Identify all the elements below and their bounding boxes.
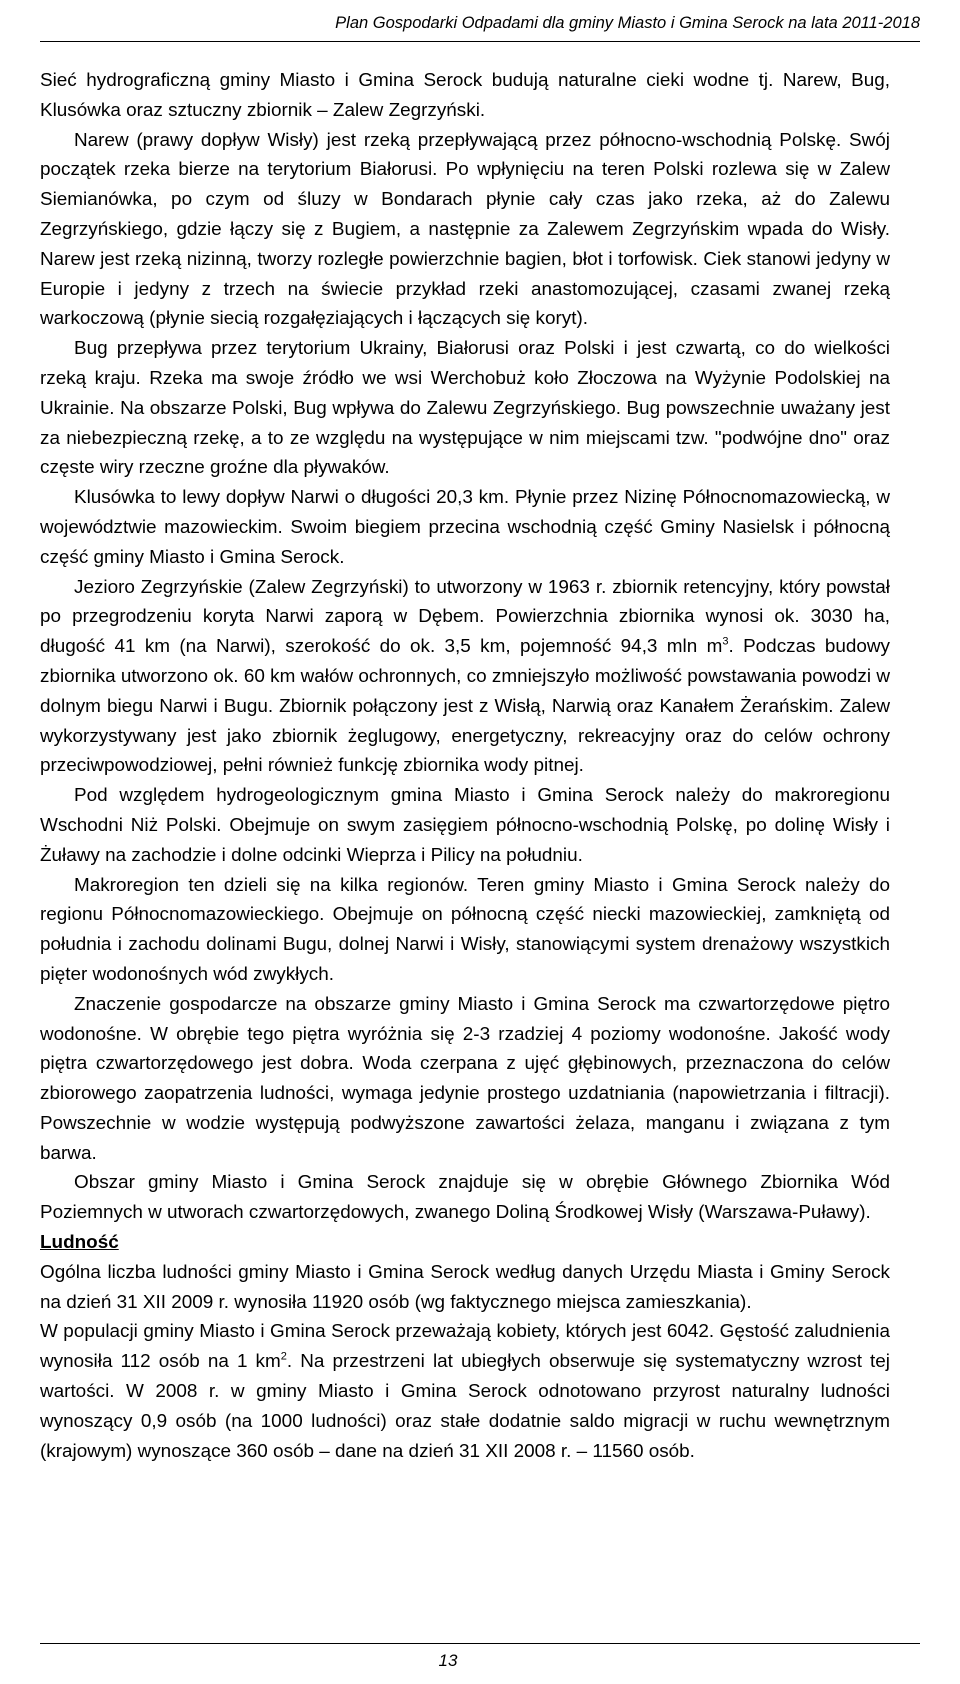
paragraph-population-density-part-b: . Na przestrzeni lat ubiegłych obserwuje się systematyczny wzrost tej wartości. W 2008 r. w gminy Miasto i Gmina Serock odnotowano przyrost naturalny ludności wynoszący 0,9 osób (na 1000 ludności) oraz stałe dodatnie saldo migracji w ruchu wewnętrznym (krajowym) wynoszące 360 osób – dane na dzień 31 XII 2008 r. – 11560 osób.	[40, 1351, 891, 1462]
paragraph-bug: Bug przepływa przez terytorium Ukrainy, Białorusi oraz Polski i jest czwartą, co do wielkości rzeką kraju. Rzeka ma swoje źródło we wsi Werchobuż koło Złoczowa na Wyżynie Podolskiej na Ukrainie. Na obszarze Polski, Bug wpływa do Zalewu Zegrzyńskiego. Bug powszechnie uważany jest za niebezpieczną rzekę, a to ze względu na występujące w nim miejscami tzw. "podwójne dno" oraz częste wiry rzeczne groźne dla pływaków.	[40, 338, 890, 479]
paragraph-macroregion: Makroregion ten dzieli się na kilka regionów. Teren gminy Miasto i Gmina Serock należy do regionu Północnomazowieckiego. Obejmuje on północną część niecki mazowieckiej, zamkniętą od południa i zachodu dolinami Bugu, dolnej Narwi i Wisły, stanowiącymi system drenażowy wszystkich pięter wodonośnych wód zwykłych.	[40, 874, 890, 985]
header-divider	[40, 41, 920, 42]
paragraph-hydrogeology: Pod względem hydrogeologicznym gmina Miasto i Gmina Serock należy do makroregionu Wschodni Niż Polski. Obejmuje on swym zasięgiem północno-wschodnią Polskę, po dolinę Wisły i Żuławy na zachodzie i dolne odcinki Wieprza i Pilicy na południu.	[40, 785, 890, 866]
paragraph-zegrzynskie-part-b: . Podczas budowy zbiornika utworzono ok. 60 km wałów ochronnych, co zmniejszyło możliwość powstawania powodzi w dolnym biegu Narwi i Bugu. Zbiornik połączony jest z Wisłą, Narwią oraz Kanałem Żerańskim. Zalew wykorzystywany jest jako zbiornik żeglugowy, energetyczny, rekreacyjny oraz do celów ochrony przeciwpowodziowej, pełni również funkcję zbiornika wody pitnej.	[40, 636, 891, 777]
section-heading-ludnosc: Ludność	[40, 1232, 119, 1254]
paragraph-population-total: Ogólna liczba ludności gminy Miasto i Gmina Serock według danych Urzędu Miasta i Gminy Serock na dzień 31 XII 2009 r. wynosiła 11920 osób (wg faktycznego miejsca zamieszkania).	[40, 1261, 890, 1313]
page-number: 13	[438, 1651, 458, 1670]
paragraph-hydrography: Sieć hydrograficzną gminy Miasto i Gmina Serock budują naturalne cieki wodne tj. Narew, Bug, Klusówka oraz sztuczny zbiornik – Zalew Zegrzyński.	[40, 70, 890, 121]
paragraph-population-density-part-a: W populacji gminy Miasto i Gmina Serock przeważają kobiety, których jest 6042. Gęstość zaludnienia wynosiła 112 osób na 1 km	[40, 1321, 890, 1373]
paragraph-zegrzynskie	[40, 573, 890, 782]
paragraph-zegrzynskie-part-a: Jezioro Zegrzyńskie (Zalew Zegrzyński) to utworzony w 1963 r. zbiornik retencyjny, który powstał po przegrodzeniu koryta Narwi zaporą w Dębem. Powierzchnia zbiornika wynosi ok. 3030 ha, długość 41 km (na Narwi), szerokość do ok. 3,5 km, pojemność 94,3 mln m	[40, 576, 890, 658]
superscript-square: 2	[280, 1350, 287, 1363]
paragraph-gzwp: Obszar gminy Miasto i Gmina Serock znajduje się w obrębie Głównego Zbiornika Wód Poziemnych w utworach czwartorzędowych, zwanego Doliną Środkowej Wisły (Warszawa-Puławy).	[40, 1172, 890, 1224]
paragraph-klusowka: Klusówka to lewy dopływ Narwi o długości 20,3 km. Płynie przez Nizinę Północnomazowiecką, w województwie mazowieckim. Swoim biegiem przecina wschodnią część Gminy Nasielsk i północną część gminy Miasto i Gmina Serock.	[40, 487, 890, 568]
paragraph-population-density	[40, 1317, 890, 1466]
superscript-cubic: 3	[722, 635, 729, 648]
footer-divider	[40, 1643, 920, 1644]
paragraph-narew: Narew (prawy dopływ Wisły) jest rzeką przepływającą przez północno-wschodnią Polskę. Swój początek rzeka bierze na terytorium Białorusi. Po wpłynięciu na teren Polski rozlewa się w Zalew Siemianówka, po czym od śluzy w Bondarach płynie cały czas jako rzeka, aż do Zalewu Zegrzyńskiego, gdzie łączy się z Bugiem, a następnie za Zalewem Zegrzyńskim wpada do Wisły. Narew jest rzeką nizinną, tworzy rozległe powierzchnie bagien, błot i torfowisk. Ciek stanowi jedyny w Europie i jedyny z trzech na świecie przykład rzeki anastomozującej, czasami zwanej rzeką warkoczową (płynie siecią rozgałęziających i łączących się koryt).	[40, 129, 890, 330]
document-body	[40, 66, 890, 1466]
page-header-title: Plan Gospodarki Odpadami dla gminy Miasto i Gmina Serock na lata 2011-2018	[335, 14, 920, 32]
paragraph-aquifer: Znaczenie gospodarcze na obszarze gminy Miasto i Gmina Serock ma czwartorzędowe piętro wodonośne. W obrębie tego piętra wyróżnia się 2-3 rzadziej 4 poziomy wodonośne. Jakość wody piętra czwartorzędowego jest dobra. Woda czerpana z ujęć głębinowych, przeznaczona do celów zbiorowego zaopatrzenia ludności, wymaga jedynie prostego uzdatniania (napowietrzania i filtracji). Powszechnie w wodzie występują podwyższone zawartości żelaza, manganu i związana z tym barwa.	[40, 993, 890, 1164]
